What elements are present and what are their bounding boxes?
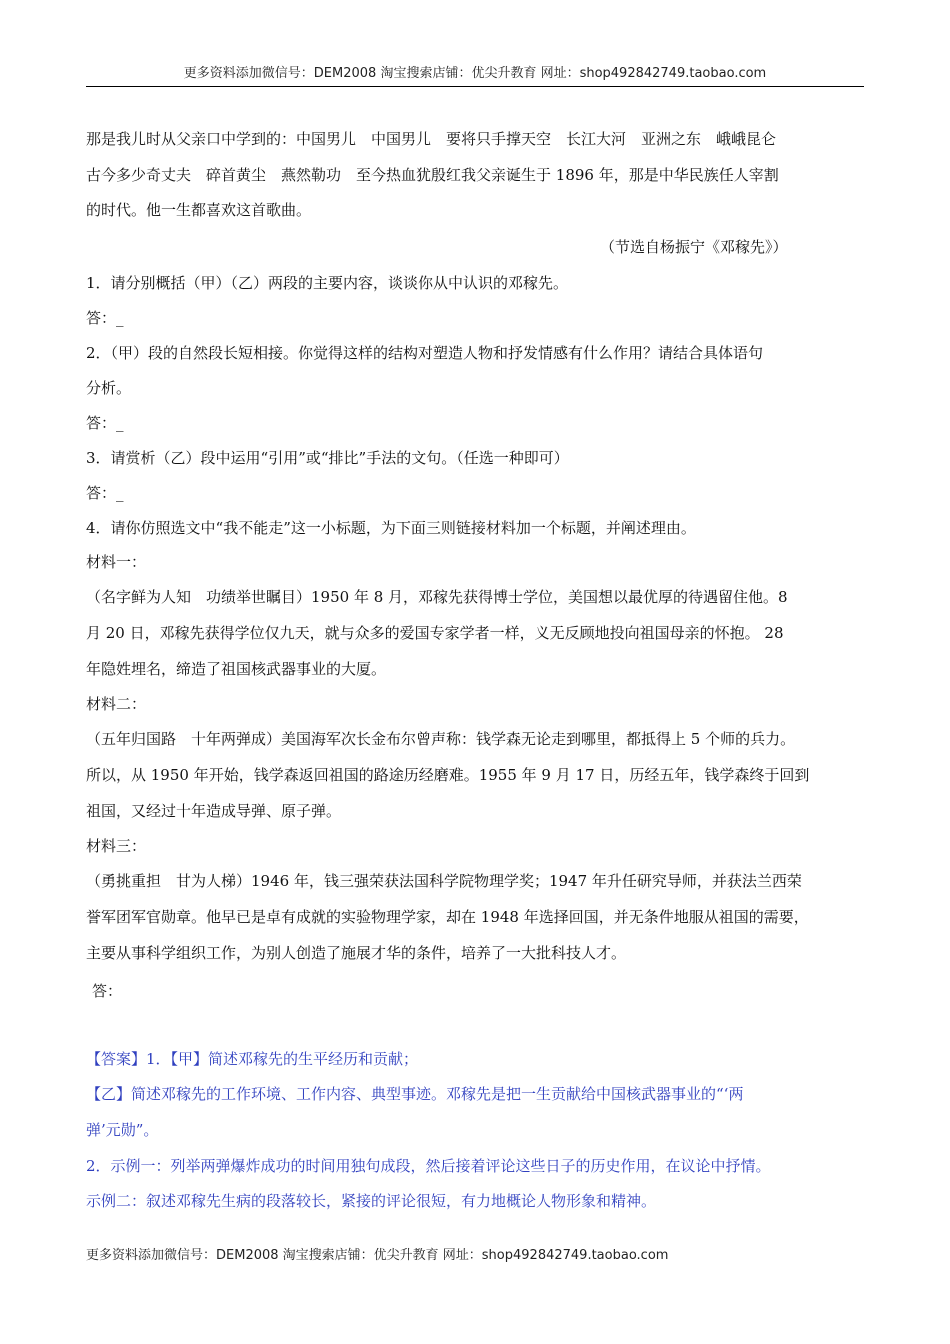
material-3-label: 材料三： bbox=[86, 837, 147, 855]
answer-line: 示例二：叙述邓稼先生病的段落较长，紧接的评论很短，有力地概论人物形象和精神。 bbox=[86, 1192, 657, 1210]
passage-line: 的时代。他一生都喜欢这首歌曲。 bbox=[86, 201, 312, 219]
material-3-line: 誉军团军官勋章。他早已是卓有成就的实验物理学家，却在 1948 年选择回国，并无条件地服从祖国的需要， bbox=[86, 908, 809, 926]
answer-blank-2: 答：_ bbox=[86, 414, 124, 432]
question-1: 1．请分别概括（甲）（乙）两段的主要内容，谈谈你从中认识的邓稼先。 bbox=[86, 274, 569, 292]
material-3-line: （勇挑重担 甘为人梯）1946 年，钱三强荣获法国科学院物理学奖；1947 年升任研究导师，并获法兰西荣 bbox=[86, 872, 802, 890]
material-1-label: 材料一： bbox=[86, 553, 147, 571]
page-footer: 更多资料添加微信号：DEM2008 淘宝搜索店铺：优尖升教育 网址：shop492842749.taobao.com bbox=[86, 1248, 669, 1263]
answer-line: 【答案】1．【甲】简述邓稼先的生平经历和贡献； bbox=[86, 1050, 419, 1068]
answer-blank-3: 答：_ bbox=[86, 484, 124, 502]
passage-source: （节选自杨振宁《邓稼先》） bbox=[600, 238, 788, 256]
material-3-line: 主要从事科学组织工作，为别人创造了施展才华的条件，培养了一大批科技人才。 bbox=[86, 944, 627, 962]
question-2-cont: 分析。 bbox=[86, 379, 132, 397]
header-divider bbox=[86, 86, 864, 87]
material-1-line: 年隐姓埋名，缔造了祖国核武器事业的大厦。 bbox=[86, 660, 387, 678]
page-header: 更多资料添加微信号：DEM2008 淘宝搜索店铺：优尖升教育 网址：shop492842749.taobao.com bbox=[183, 66, 767, 81]
answer-line: 2．示例一：列举两弹爆炸成功的时间用独句成段，然后接着评论这些日子的历史作用，在议论中抒情。 bbox=[86, 1157, 771, 1175]
material-2-label: 材料二： bbox=[86, 695, 147, 713]
answer-blank-1: 答：_ bbox=[86, 309, 124, 327]
material-1-line: 月 20 日，邓稼先获得学位仅九天，就与众多的爱国专家学者一样，义无反顾地投向祖国母亲的怀抱。 28 bbox=[86, 624, 784, 642]
material-2-line: 祖国，又经过十年造成导弹、原子弹。 bbox=[86, 802, 342, 820]
answer-line: 【乙】简述邓稼先的工作环境、工作内容、典型事迹。邓稼先是把一生贡献给中国核武器事业的“‘两 bbox=[86, 1085, 744, 1103]
material-2-line: （五年归国路 十年两弹成）美国海军次长金布尔曾声称：钱学森无论走到哪里，都抵得上 5 个师的兵力。 bbox=[86, 730, 796, 748]
answer-label: 答： bbox=[92, 982, 123, 1000]
question-2: 2．（甲）段的自然段长短相接。你觉得这样的结构对塑造人物和抒发情感有什么作用？请结合具体语句 bbox=[86, 344, 764, 362]
passage-line: 那是我儿时从父亲口中学到的：中国男儿 中国男儿 要将只手撑天空 长江大河 亚洲之东 峨峨昆仑 bbox=[86, 130, 777, 148]
passage-line: 古今多少奇丈夫 碎首黄尘 燕然勒功 至今热血犹殷红我父亲诞生于 1896 年，那是中华民族任人宰割 bbox=[86, 166, 779, 184]
question-4: 4．请你仿照选文中“我不能走”这一小标题，为下面三则链接材料加一个标题，并阐述理由。 bbox=[86, 519, 696, 537]
answer-line: 弹’元勋”。 bbox=[86, 1121, 159, 1139]
material-2-line: 所以，从 1950 年开始，钱学森返回祖国的路途历经磨难。1955 年 9 月 17 日，历经五年，钱学森终于回到 bbox=[86, 766, 810, 784]
material-1-line: （名字鲜为人知 功绩举世瞩目）1950 年 8 月，邓稼先获得博士学位，美国想以最优厚的待遇留住他。8 bbox=[86, 588, 788, 606]
question-3: 3．请赏析（乙）段中运用“引用”或“排比”手法的文句。（任选一种即可） bbox=[86, 449, 569, 467]
